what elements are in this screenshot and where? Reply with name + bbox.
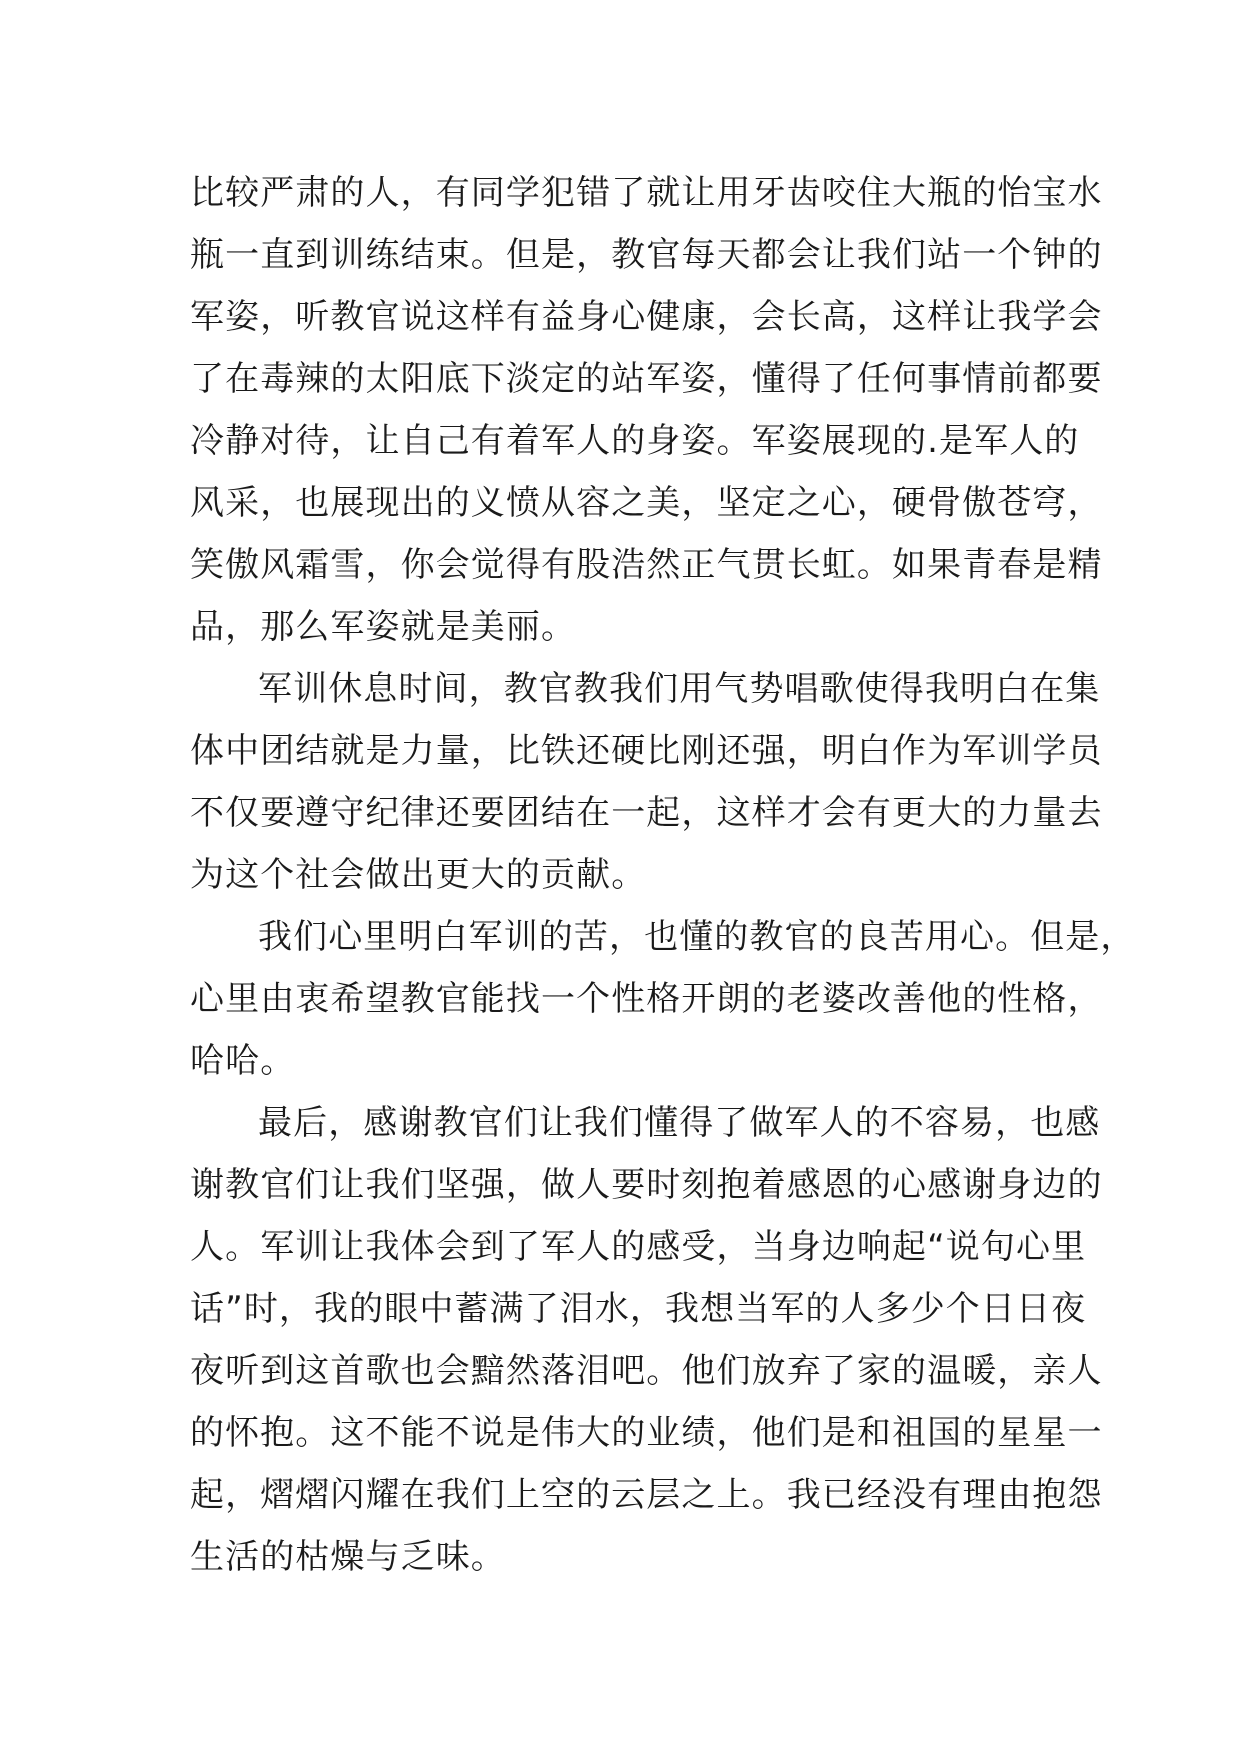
text-line: 笑傲风霜雪，你会觉得有股浩然正气贯长虹。如果青春是精 [190,545,1103,585]
text-line: 比较严肃的人，有同学犯错了就让用牙齿咬住大瓶的怡宝水 [190,173,1103,213]
text-line: 了在毒辣的太阳底下淡定的站军姿，懂得了任何事情前都要 [190,359,1103,399]
paragraph-2 [190,658,1103,906]
document-body [190,162,1136,1588]
text-line: 哈哈。 [190,1041,296,1081]
text-line: 话”时，我的眼中蓄满了泪水，我想当军的人多少个日日夜 [190,1289,1087,1329]
text-line: 生活的枯燥与乏味。 [190,1537,506,1577]
text-line: 为这个社会做出更大的贡献。 [190,855,647,895]
text-line: 军姿，听教官说这样有益身心健康，会长高，这样让我学会 [190,297,1103,337]
text-line: 心里由衷希望教官能找一个性格开朗的老婆改善他的性格， [190,979,1103,1019]
text-line: 冷静对待，让自己有着军人的身姿。军姿展现的.是军人的 [190,421,1080,461]
paragraph-3 [190,906,1136,1092]
paragraph-4 [190,1092,1103,1588]
text-line: 体中团结就是力量，比铁还硬比刚还强，明白作为军训学员 [190,731,1103,771]
text-line: 我们心里明白军训的苦，也懂的教官的良苦用心。但是， [258,917,1136,957]
text-line: 瓶一直到训练结束。但是，教官每天都会让我们站一个钟的 [190,235,1103,275]
text-line: 人。军训让我体会到了军人的感受，当身边响起“说句心里 [190,1227,1087,1267]
text-line: 夜听到这首歌也会黯然落泪吧。他们放弃了家的温暖，亲人 [190,1351,1103,1391]
paragraph-1 [190,162,1103,658]
text-line: 的怀抱。这不能不说是伟大的业绩，他们是和祖国的星星一 [190,1413,1103,1453]
text-line: 谢教官们让我们坚强，做人要时刻抱着感恩的心感谢身边的 [190,1165,1103,1205]
text-line: 最后，感谢教官们让我们懂得了做军人的不容易，也感 [258,1103,1101,1143]
text-line: 起，熠熠闪耀在我们上空的云层之上。我已经没有理由抱怨 [190,1475,1103,1515]
text-line: 品，那么军姿就是美丽。 [190,607,577,647]
text-line: 军训休息时间，教官教我们用气势唱歌使得我明白在集 [258,669,1101,709]
text-line: 不仅要遵守纪律还要团结在一起，这样才会有更大的力量去 [190,793,1103,833]
text-line: 风采，也展现出的义愤从容之美，坚定之心，硬骨傲苍穹， [190,483,1103,523]
